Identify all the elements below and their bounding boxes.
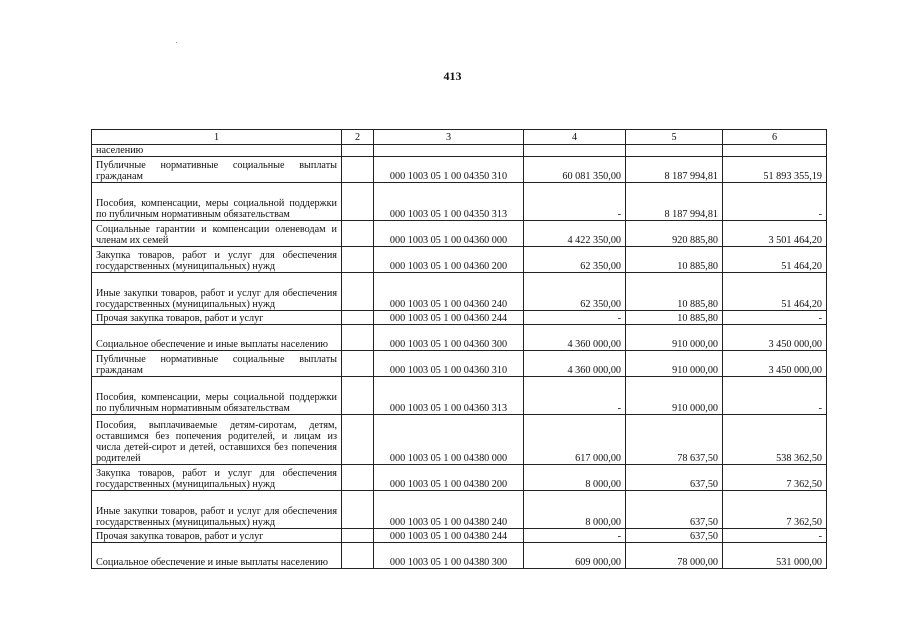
table-row [92,183,827,221]
row-col2 [342,311,374,325]
row-description: Закупка товаров, работ и услуг для обеспечения государственных (муниципальных) нужд [92,465,342,491]
row-executed: 920 885,80 [626,221,723,247]
row-executed: 10 885,80 [626,273,723,311]
row-code: 000 1003 05 1 00 04380 000 [374,415,524,465]
row-approved: - [524,377,626,415]
row-col2 [342,543,374,569]
row-approved: 4 422 350,00 [524,221,626,247]
row-code: 000 1003 05 1 00 04360 310 [374,351,524,377]
row-executed: 910 000,00 [626,377,723,415]
row-approved: 60 081 350,00 [524,157,626,183]
row-approved [524,145,626,157]
table-row [92,273,827,311]
table-row [92,145,827,157]
row-executed: 910 000,00 [626,351,723,377]
row-code: 000 1003 05 1 00 04380 300 [374,543,524,569]
row-code [374,145,524,157]
row-code: 000 1003 05 1 00 04360 240 [374,273,524,311]
row-description: Публичные нормативные социальные выплаты гражданам [92,157,342,183]
row-unexecuted: 51 464,20 [723,247,827,273]
header-col-2: 2 [342,130,374,145]
table-row [92,543,827,569]
page-number: 413 [443,69,462,83]
row-unexecuted: 51 464,20 [723,273,827,311]
row-unexecuted: 531 000,00 [723,543,827,569]
row-description: населению [92,145,342,157]
table-header-row [92,130,827,145]
row-col2 [342,273,374,311]
row-description: Публичные нормативные социальные выплаты гражданам [92,351,342,377]
row-code: 000 1003 05 1 00 04380 244 [374,529,524,543]
row-col2 [342,183,374,221]
row-description: Пособия, компенсации, меры социальной поддержки по публичным нормативным обязательствам [92,183,342,221]
header-col-4: 4 [524,130,626,145]
row-executed: 910 000,00 [626,325,723,351]
scan-mark [176,42,177,43]
header-col-6: 6 [723,130,827,145]
row-approved: 62 350,00 [524,273,626,311]
row-executed: 10 885,80 [626,311,723,325]
row-approved: 617 000,00 [524,415,626,465]
row-approved: - [524,529,626,543]
row-executed: 78 637,50 [626,415,723,465]
row-executed: 78 000,00 [626,543,723,569]
row-code: 000 1003 05 1 00 04350 310 [374,157,524,183]
row-approved: 4 360 000,00 [524,351,626,377]
header-col-5: 5 [626,130,723,145]
row-description: Социальные гарантии и компенсации оленеводам и членам их семей [92,221,342,247]
row-unexecuted: - [723,377,827,415]
row-code: 000 1003 05 1 00 04380 240 [374,491,524,529]
row-code: 000 1003 05 1 00 04350 313 [374,183,524,221]
row-unexecuted: 51 893 355,19 [723,157,827,183]
row-unexecuted: 3 450 000,00 [723,325,827,351]
row-approved: 62 350,00 [524,247,626,273]
table-row [92,465,827,491]
row-col2 [342,351,374,377]
row-unexecuted: - [723,529,827,543]
row-unexecuted: 3 450 000,00 [723,351,827,377]
row-col2 [342,465,374,491]
row-col2 [342,491,374,529]
row-unexecuted: - [723,311,827,325]
row-approved: 609 000,00 [524,543,626,569]
row-col2 [342,221,374,247]
row-description: Прочая закупка товаров, работ и услуг [92,529,342,543]
row-executed: 8 187 994,81 [626,157,723,183]
row-unexecuted: 3 501 464,20 [723,221,827,247]
row-unexecuted: 538 362,50 [723,415,827,465]
row-col2 [342,529,374,543]
table-row [92,491,827,529]
table-row [92,221,827,247]
table-row [92,247,827,273]
row-executed [626,145,723,157]
row-executed: 637,50 [626,465,723,491]
row-col2 [342,247,374,273]
row-approved: - [524,311,626,325]
row-code: 000 1003 05 1 00 04360 000 [374,221,524,247]
row-description: Иные закупки товаров, работ и услуг для обеспечения государственных (муниципальных) нужд [92,491,342,529]
row-description: Социальное обеспечение и иные выплаты населению [92,325,342,351]
row-unexecuted: 7 362,50 [723,491,827,529]
table-row [92,311,827,325]
row-code: 000 1003 05 1 00 04360 300 [374,325,524,351]
row-approved: 8 000,00 [524,465,626,491]
row-executed: 10 885,80 [626,247,723,273]
row-code: 000 1003 05 1 00 04360 313 [374,377,524,415]
row-executed: 8 187 994,81 [626,183,723,221]
row-col2 [342,377,374,415]
row-col2 [342,157,374,183]
row-col2 [342,145,374,157]
row-executed: 637,50 [626,529,723,543]
row-executed: 637,50 [626,491,723,529]
table-row [92,415,827,465]
row-description: Пособия, выплачиваемые детям-сиротам, детям, оставшимся без попечения родителей, и лицам из числа детей-сирот и детей, оставшихся без попечения родителей [92,415,342,465]
row-code: 000 1003 05 1 00 04360 244 [374,311,524,325]
table-row [92,157,827,183]
row-code: 000 1003 05 1 00 04380 200 [374,465,524,491]
row-approved: 4 360 000,00 [524,325,626,351]
row-col2 [342,415,374,465]
row-unexecuted: 7 362,50 [723,465,827,491]
header-col-1: 1 [92,130,342,145]
row-approved: 8 000,00 [524,491,626,529]
row-description: Закупка товаров, работ и услуг для обеспечения государственных (муниципальных) нужд [92,247,342,273]
row-description: Социальное обеспечение и иные выплаты населению [92,543,342,569]
row-unexecuted: - [723,183,827,221]
row-description: Иные закупки товаров, работ и услуг для обеспечения государственных (муниципальных) нужд [92,273,342,311]
row-description: Пособия, компенсации, меры социальной поддержки по публичным нормативным обязательствам [92,377,342,415]
budget-execution-table [91,129,827,569]
table-row [92,351,827,377]
row-approved: - [524,183,626,221]
row-unexecuted [723,145,827,157]
table-row [92,529,827,543]
table-row [92,377,827,415]
table-row [92,325,827,351]
row-col2 [342,325,374,351]
row-description: Прочая закупка товаров, работ и услуг [92,311,342,325]
row-code: 000 1003 05 1 00 04360 200 [374,247,524,273]
header-col-3: 3 [374,130,524,145]
